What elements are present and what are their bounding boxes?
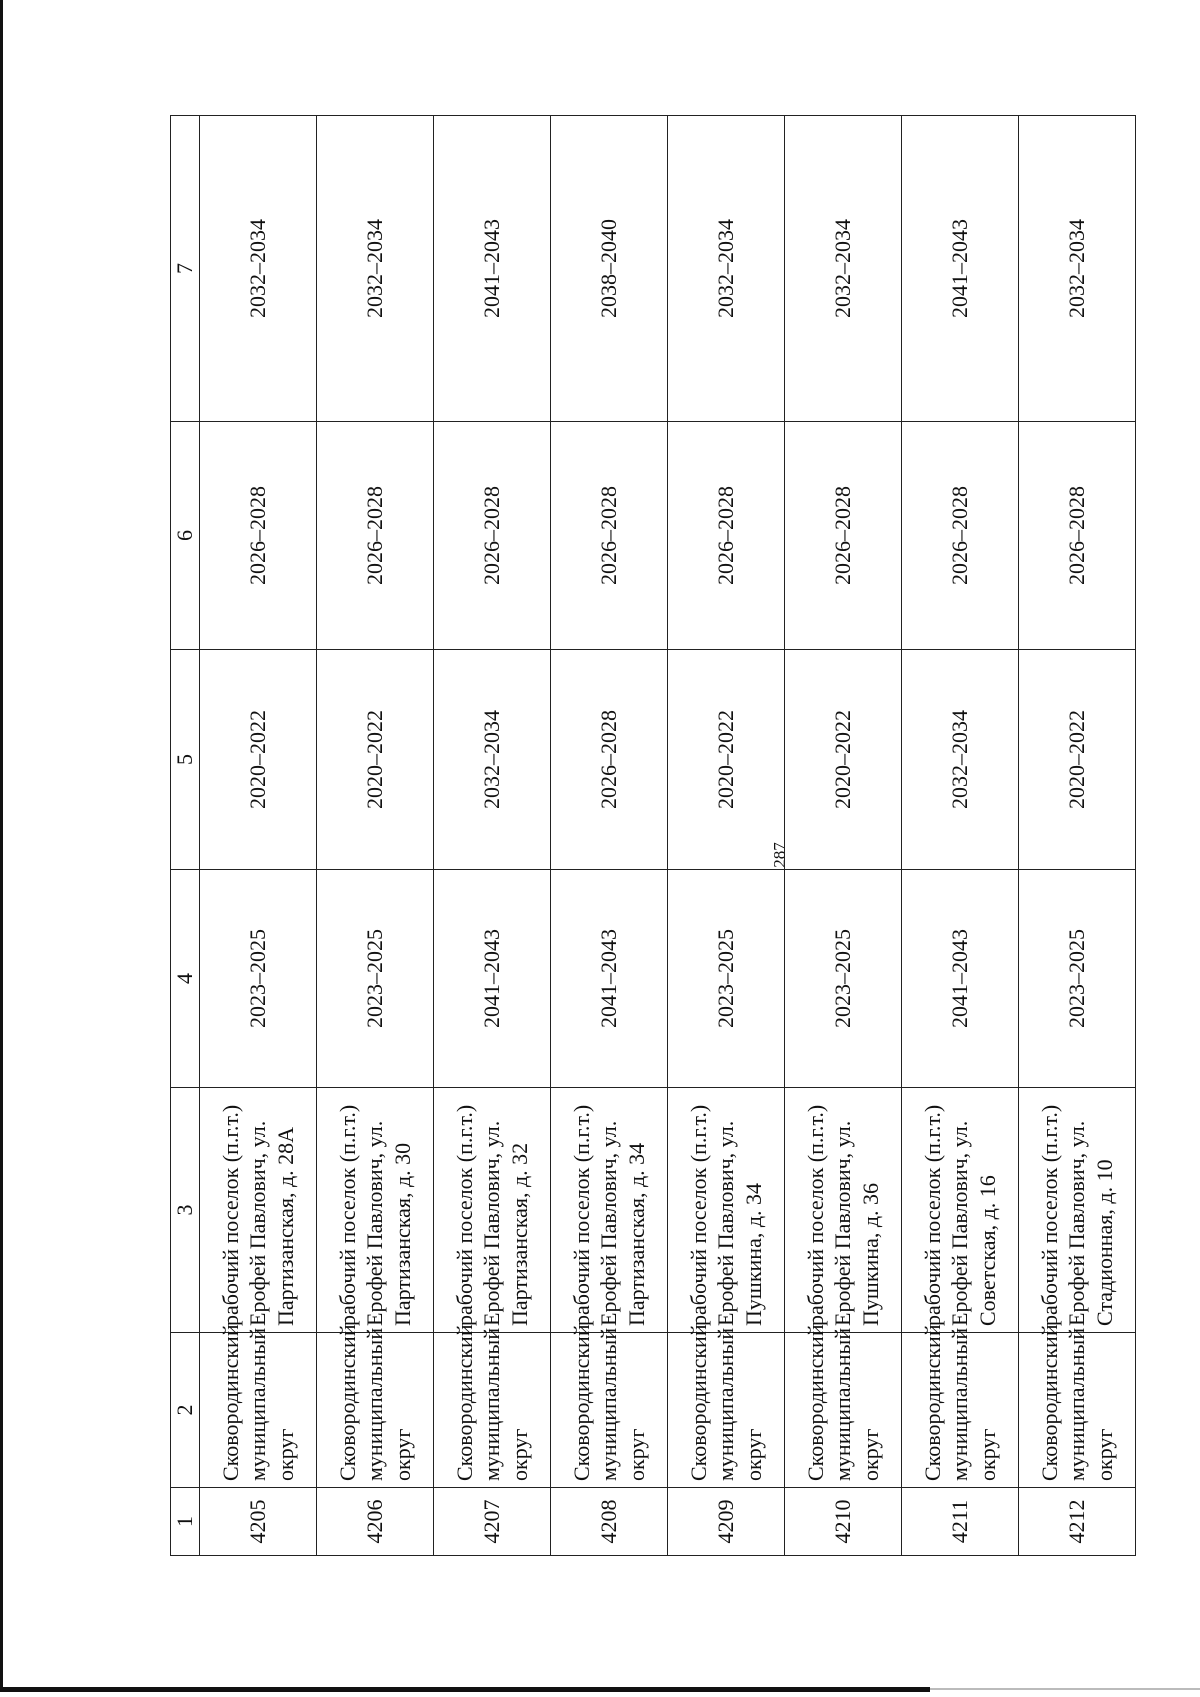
table-container <box>170 116 1136 1556</box>
period-col6: 2026–2028 <box>551 422 668 650</box>
header-row <box>171 116 200 1556</box>
row-id: 4206 <box>317 1488 434 1556</box>
table-row <box>668 116 785 1556</box>
district-cell: Сковородинский муниципальный округ <box>551 1333 668 1488</box>
district-cell: Сковородинский муниципальный округ <box>200 1333 317 1488</box>
rotated-table <box>170 116 1136 1556</box>
scan-edge-left <box>0 0 3 1690</box>
period-col5: 2032–2034 <box>902 650 1019 870</box>
district-cell: Сковородинский муниципальный округ <box>902 1333 1019 1488</box>
period-col4: 2023–2025 <box>785 870 902 1088</box>
district-cell: Сковородинский муниципальный округ <box>668 1333 785 1488</box>
period-col6: 2026–2028 <box>668 422 785 650</box>
period-col6: 2026–2028 <box>902 422 1019 650</box>
period-col4: 2041–2043 <box>902 870 1019 1088</box>
schedule-table <box>170 115 1136 1556</box>
period-col6: 2026–2028 <box>785 422 902 650</box>
row-id: 4211 <box>902 1488 1019 1556</box>
district-cell: Сковородинский муниципальный округ <box>317 1333 434 1488</box>
table-row <box>1019 116 1136 1556</box>
table-row <box>200 116 317 1556</box>
row-id: 4205 <box>200 1488 317 1556</box>
period-col5: 2026–2028 <box>551 650 668 870</box>
address-cell: рабочий поселок (п.г.т.) Ерофей Павлович, ул. Партизанская, д. 30 <box>317 1088 434 1333</box>
period-col5: 2020–2022 <box>200 650 317 870</box>
period-col7: 2041–2043 <box>434 116 551 422</box>
table-row <box>317 116 434 1556</box>
row-id: 4209 <box>668 1488 785 1556</box>
district-cell: Сковородинский муниципальный округ <box>1019 1333 1136 1488</box>
period-col5: 2020–2022 <box>1019 650 1136 870</box>
row-id: 4208 <box>551 1488 668 1556</box>
header-cell: 3 <box>171 1088 200 1333</box>
period-col4: 2041–2043 <box>551 870 668 1088</box>
scan-edge-bottom-faint <box>930 1688 1200 1690</box>
address-cell: рабочий поселок (п.г.т.) Ерофей Павлович, ул. Советская, д. 16 <box>902 1088 1019 1333</box>
period-col5: 2020–2022 <box>785 650 902 870</box>
page-number: 287 <box>770 842 789 868</box>
period-col5: 2032–2034 <box>434 650 551 870</box>
address-cell: рабочий поселок (п.г.т.) Ерофей Павлович, ул. Пушкина, д. 34 <box>668 1088 785 1333</box>
row-id: 4212 <box>1019 1488 1136 1556</box>
address-cell: рабочий поселок (п.г.т.) Ерофей Павлович, ул. Пушкина, д. 36 <box>785 1088 902 1333</box>
period-col6: 2026–2028 <box>317 422 434 650</box>
period-col5: 2020–2022 <box>317 650 434 870</box>
period-col4: 2023–2025 <box>317 870 434 1088</box>
period-col5: 2020–2022 <box>668 650 785 870</box>
period-col7: 2038–2040 <box>551 116 668 422</box>
period-col7: 2032–2034 <box>317 116 434 422</box>
period-col6: 2026–2028 <box>1019 422 1136 650</box>
period-col4: 2023–2025 <box>668 870 785 1088</box>
address-cell: рабочий поселок (п.г.т.) Ерофей Павлович, ул. Партизанская, д. 32 <box>434 1088 551 1333</box>
period-col6: 2026–2028 <box>434 422 551 650</box>
period-col7: 2032–2034 <box>1019 116 1136 422</box>
address-cell: рабочий поселок (п.г.т.) Ерофей Павлович, ул. Партизанская, д. 34 <box>551 1088 668 1333</box>
header-cell: 7 <box>171 116 200 422</box>
header-cell: 2 <box>171 1333 200 1488</box>
row-id: 4210 <box>785 1488 902 1556</box>
district-cell: Сковородинский муниципальный округ <box>434 1333 551 1488</box>
period-col4: 2023–2025 <box>1019 870 1136 1088</box>
period-col7: 2032–2034 <box>200 116 317 422</box>
row-id: 4207 <box>434 1488 551 1556</box>
header-cell: 6 <box>171 422 200 650</box>
period-col4: 2041–2043 <box>434 870 551 1088</box>
district-cell: Сковородинский муниципальный округ <box>785 1333 902 1488</box>
period-col7: 2041–2043 <box>902 116 1019 422</box>
period-col4: 2023–2025 <box>200 870 317 1088</box>
table-row <box>434 116 551 1556</box>
table-row <box>785 116 902 1556</box>
table-row <box>551 116 668 1556</box>
address-cell: рабочий поселок (п.г.т.) Ерофей Павлович, ул. Стадионная, д. 10 <box>1019 1088 1136 1333</box>
table-row <box>902 116 1019 1556</box>
header-cell: 5 <box>171 650 200 870</box>
period-col7: 2032–2034 <box>668 116 785 422</box>
address-cell: рабочий поселок (п.г.т.) Ерофей Павлович, ул. Партизанская, д. 28А <box>200 1088 317 1333</box>
scan-edge-bottom <box>0 1687 930 1692</box>
header-cell: 4 <box>171 870 200 1088</box>
period-col6: 2026–2028 <box>200 422 317 650</box>
header-cell: 1 <box>171 1488 200 1556</box>
period-col7: 2032–2034 <box>785 116 902 422</box>
